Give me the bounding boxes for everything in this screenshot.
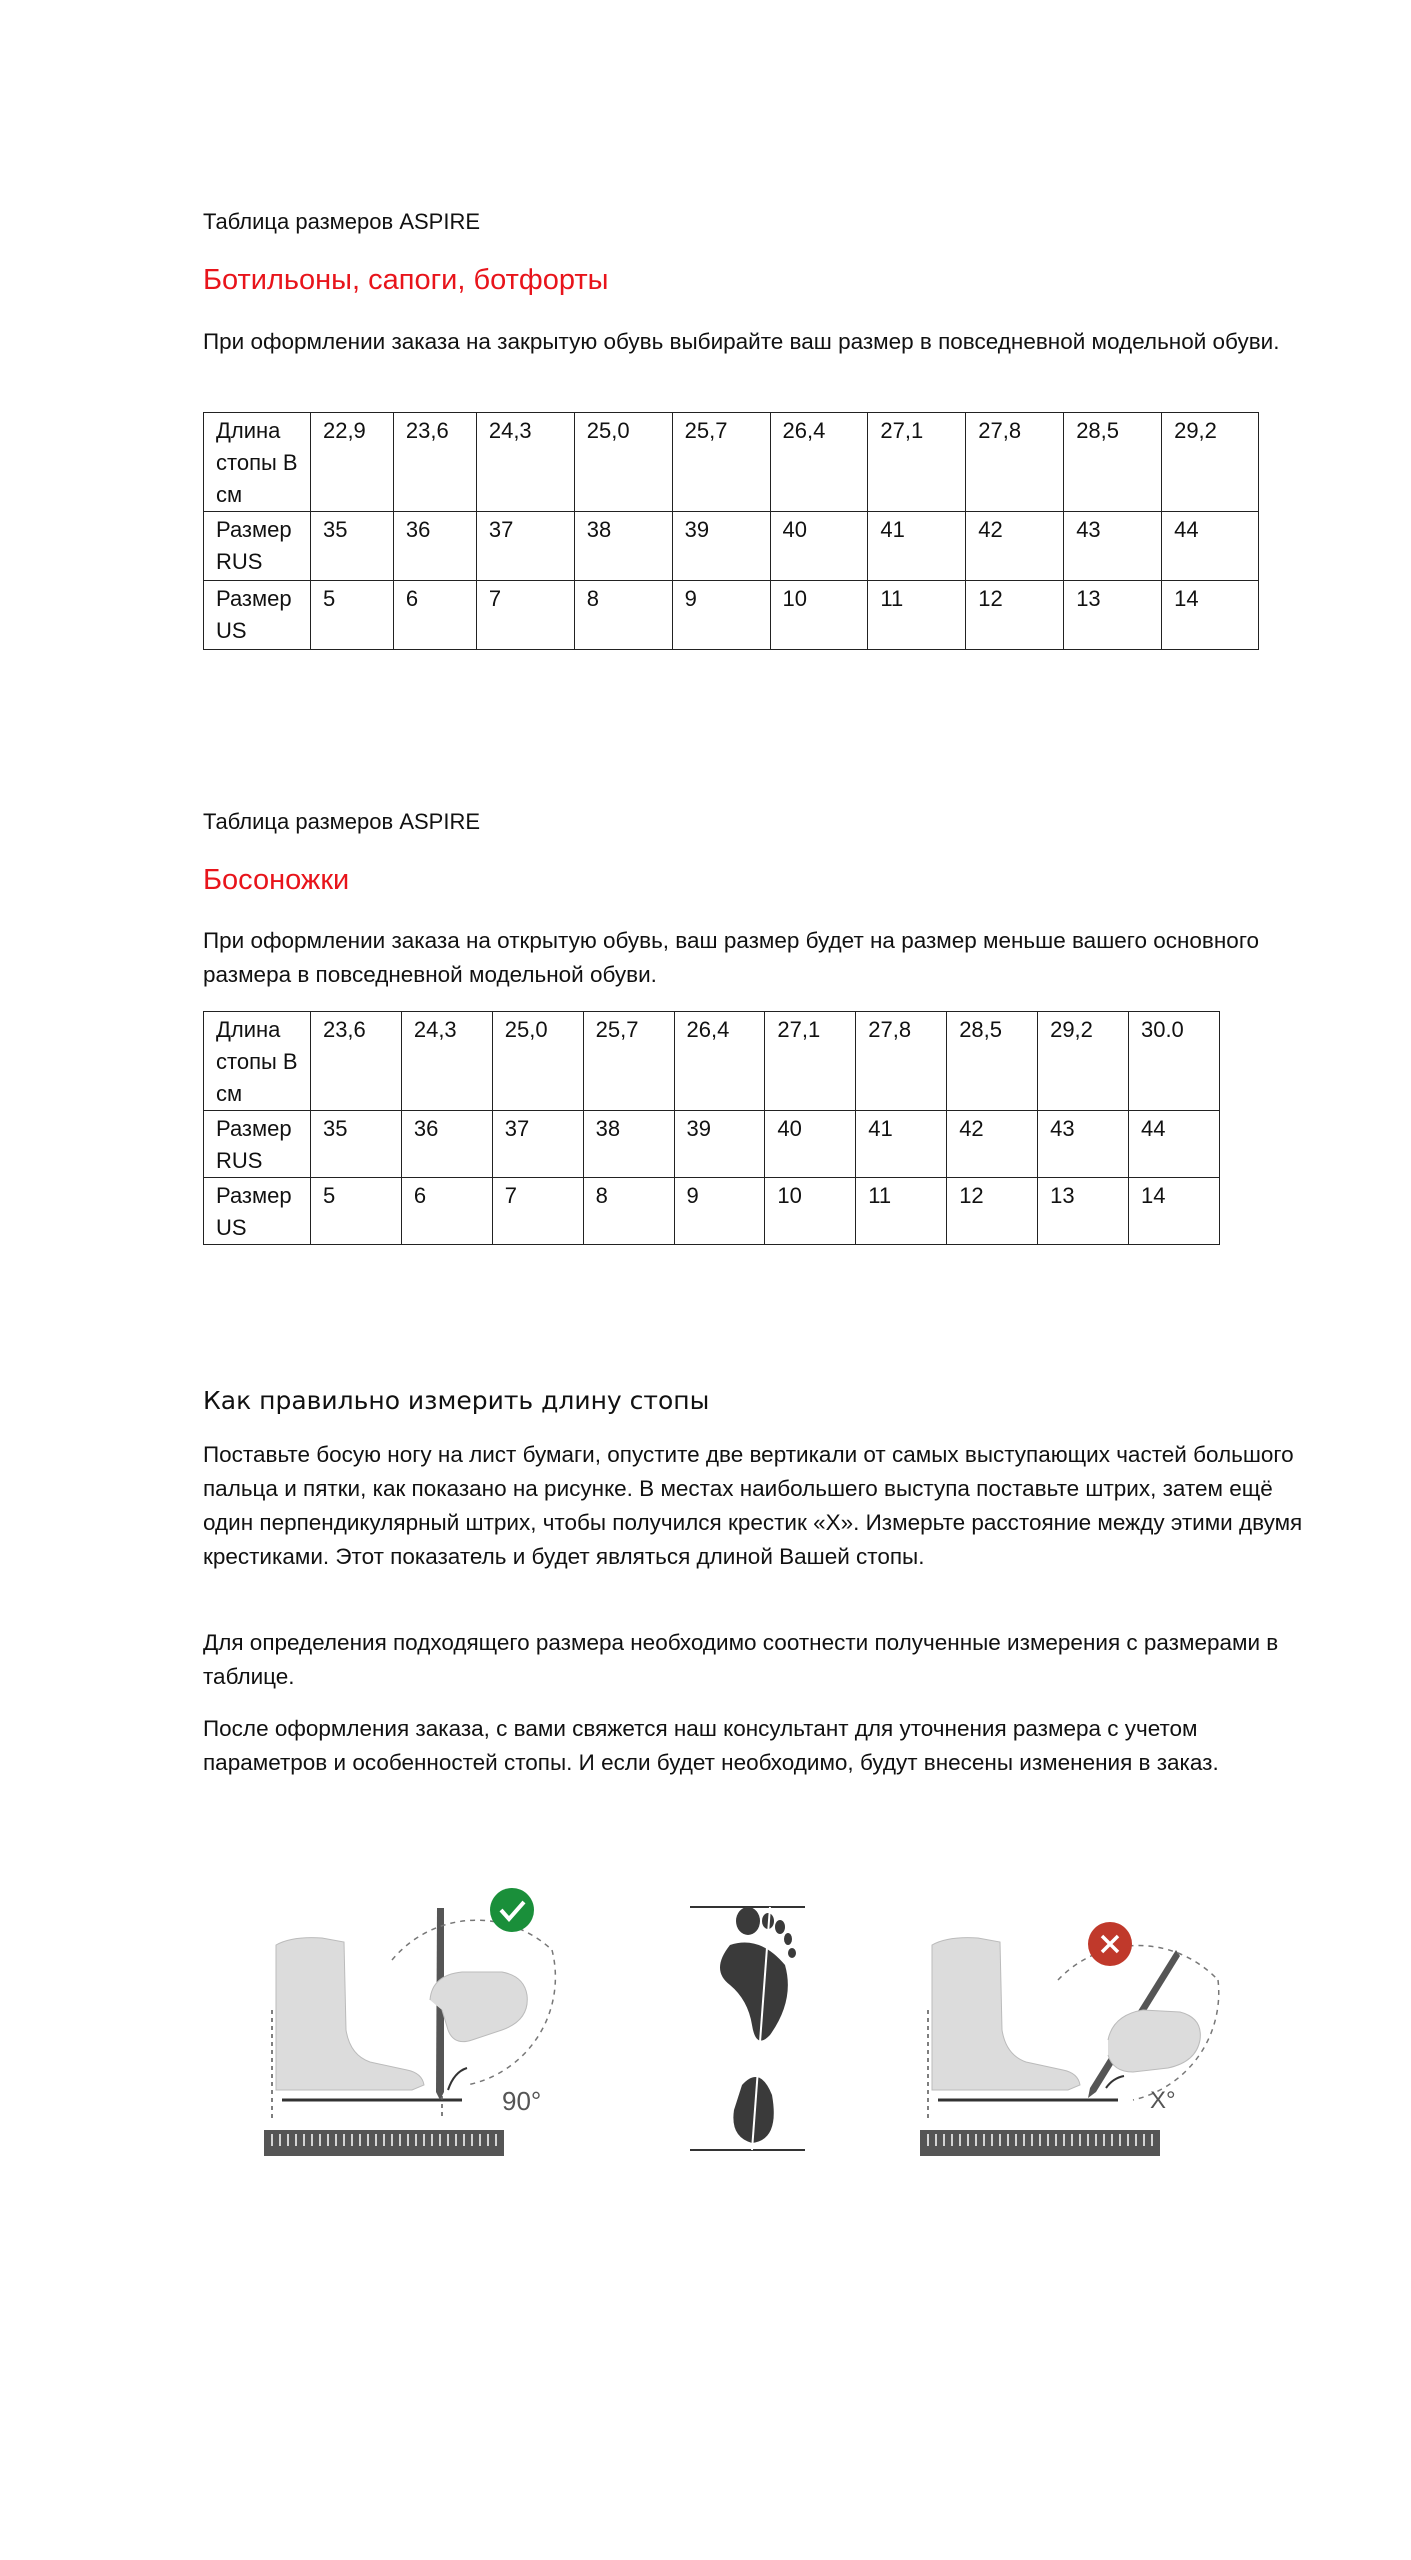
table-cell: 36	[393, 512, 476, 581]
wrong-measure-illustration	[918, 1880, 1238, 2170]
table-cell: 36	[401, 1111, 492, 1178]
instruction-paragraph: Поставьте босую ногу на лист бумаги, опустите две вертикали от самых выступающих частей большого пальца и пятки, как показано на рисунке. В местах наибольшего выступа поставьте штрих, затем ещё один перпендикулярный штрих, чтобы получился крестик «Х». Измерьте расстояние между этими двумя крестиками. Этот показатель и будет являться длиной Вашей стопы.	[203, 1442, 1303, 1569]
table-cell: 10	[765, 1178, 856, 1245]
toe-print-icon	[736, 1907, 760, 1935]
table-cell: 35	[310, 512, 393, 581]
table-cell: 14	[1128, 1178, 1219, 1245]
table-cell: 30.0	[1128, 1012, 1219, 1111]
table-cell: 23,6	[393, 413, 476, 512]
table-cell: 25,0	[574, 413, 672, 512]
table-cell: 6	[393, 581, 476, 650]
table-row	[204, 512, 1259, 581]
table-cell: 41	[856, 1111, 947, 1178]
table-row	[204, 581, 1259, 650]
table-row	[204, 1178, 1220, 1245]
row-label: Размер US	[204, 1178, 311, 1245]
table-row	[204, 1012, 1220, 1111]
table-cell: 23,6	[310, 1012, 401, 1111]
table-cell: 14	[1162, 581, 1259, 650]
size-table-boots	[203, 412, 1259, 650]
section-heading: Босоножки	[203, 864, 350, 896]
table-cell: 29,2	[1162, 413, 1259, 512]
instruction-paragraph: Для определения подходящего размера необходимо соотнести полученные измерения с размерами в таблице.	[203, 1630, 1279, 1689]
table-cell: 35	[310, 1111, 401, 1178]
row-label: Длина стопы В см	[204, 413, 311, 512]
table-cell: 27,1	[765, 1012, 856, 1111]
table-cell: 38	[574, 512, 672, 581]
row-label: Размер US	[204, 581, 311, 650]
table-cell: 5	[310, 1178, 401, 1245]
angle-arc	[448, 2068, 467, 2090]
forefoot-print-icon	[720, 1943, 788, 2041]
table-cell: 22,9	[310, 413, 393, 512]
table-cell: 37	[476, 512, 574, 581]
table-cell: 27,8	[966, 413, 1064, 512]
angle-arc	[1106, 2076, 1124, 2088]
angle-label: X°	[1150, 2087, 1176, 2114]
table-cell: 13	[1064, 581, 1162, 650]
table-cell: 6	[401, 1178, 492, 1245]
foot-side-icon	[932, 1938, 1080, 2090]
table-cell: 24,3	[476, 413, 574, 512]
table-cell: 13	[1038, 1178, 1129, 1245]
foot-side-icon	[276, 1938, 424, 2090]
table-cell: 44	[1128, 1111, 1219, 1178]
table-cell: 28,5	[1064, 413, 1162, 512]
table-cell: 42	[947, 1111, 1038, 1178]
hand-icon	[430, 1972, 527, 2042]
table-cell: 29,2	[1038, 1012, 1129, 1111]
table-cell: 41	[868, 512, 966, 581]
table-cell: 40	[765, 1111, 856, 1178]
table-cell: 7	[492, 1178, 583, 1245]
arc-guide	[1058, 1945, 1218, 1980]
table-cell: 8	[583, 1178, 674, 1245]
table-cell: 25,0	[492, 1012, 583, 1111]
table-caption: Таблица размеров ASPIRE	[203, 209, 481, 234]
table-cell: 26,4	[770, 413, 868, 512]
table-cell: 24,3	[401, 1012, 492, 1111]
table-cell: 44	[1162, 512, 1259, 581]
table-cell: 7	[476, 581, 574, 650]
table-cell: 11	[868, 581, 966, 650]
table-caption: Таблица размеров ASPIRE	[203, 809, 481, 834]
table-cell: 9	[674, 1178, 765, 1245]
instruction-paragraph: После оформления заказа, с вами свяжется наш консультант для уточнения размера с учетом параметров и особенностей стопы. И если будет необходимо, будут внесены изменения в заказ.	[203, 1716, 1219, 1775]
table-cell: 5	[310, 581, 393, 650]
table-cell: 12	[966, 581, 1064, 650]
footprint-illustration	[690, 1905, 810, 2155]
table-cell: 25,7	[672, 413, 770, 512]
table-cell: 39	[674, 1111, 765, 1178]
table-cell: 43	[1038, 1111, 1129, 1178]
table-cell: 12	[947, 1178, 1038, 1245]
table-row	[204, 1111, 1220, 1178]
correct-measure-illustration	[262, 1880, 582, 2170]
arc-guide	[392, 1920, 552, 1960]
table-cell: 43	[1064, 512, 1162, 581]
table-cell: 8	[574, 581, 672, 650]
section-heading: Ботильоны, сапоги, ботфорты	[203, 264, 609, 296]
table-cell: 39	[672, 512, 770, 581]
table-cell: 40	[770, 512, 868, 581]
measure-heading: Как правильно измерить длину стопы	[203, 1386, 710, 1415]
table-cell: 28,5	[947, 1012, 1038, 1111]
table-cell: 9	[672, 581, 770, 650]
table-cell: 11	[856, 1178, 947, 1245]
table-cell: 10	[770, 581, 868, 650]
table-cell: 27,1	[868, 413, 966, 512]
hand-icon	[1108, 2010, 1200, 2072]
table-cell: 27,8	[856, 1012, 947, 1111]
row-label: Длина стопы В см	[204, 1012, 311, 1111]
table-cell: 38	[583, 1111, 674, 1178]
size-table-sandals	[203, 1011, 1220, 1245]
table-cell: 42	[966, 512, 1064, 581]
row-label: Размер RUS	[204, 512, 311, 581]
row-label: Размер RUS	[204, 1111, 311, 1178]
section-description: При оформлении заказа на закрытую обувь выбирайте ваш размер в повседневной модельной обуви.	[203, 329, 1280, 354]
section-description: При оформлении заказа на открытую обувь, ваш размер будет на размер меньше вашего основного размера в повседневной модельной обуви.	[203, 928, 1260, 987]
table-cell: 37	[492, 1111, 583, 1178]
angle-label: 90°	[502, 2086, 542, 2116]
table-cell: 26,4	[674, 1012, 765, 1111]
table-row	[204, 413, 1259, 512]
table-cell: 25,7	[583, 1012, 674, 1111]
check-icon	[490, 1888, 534, 1932]
